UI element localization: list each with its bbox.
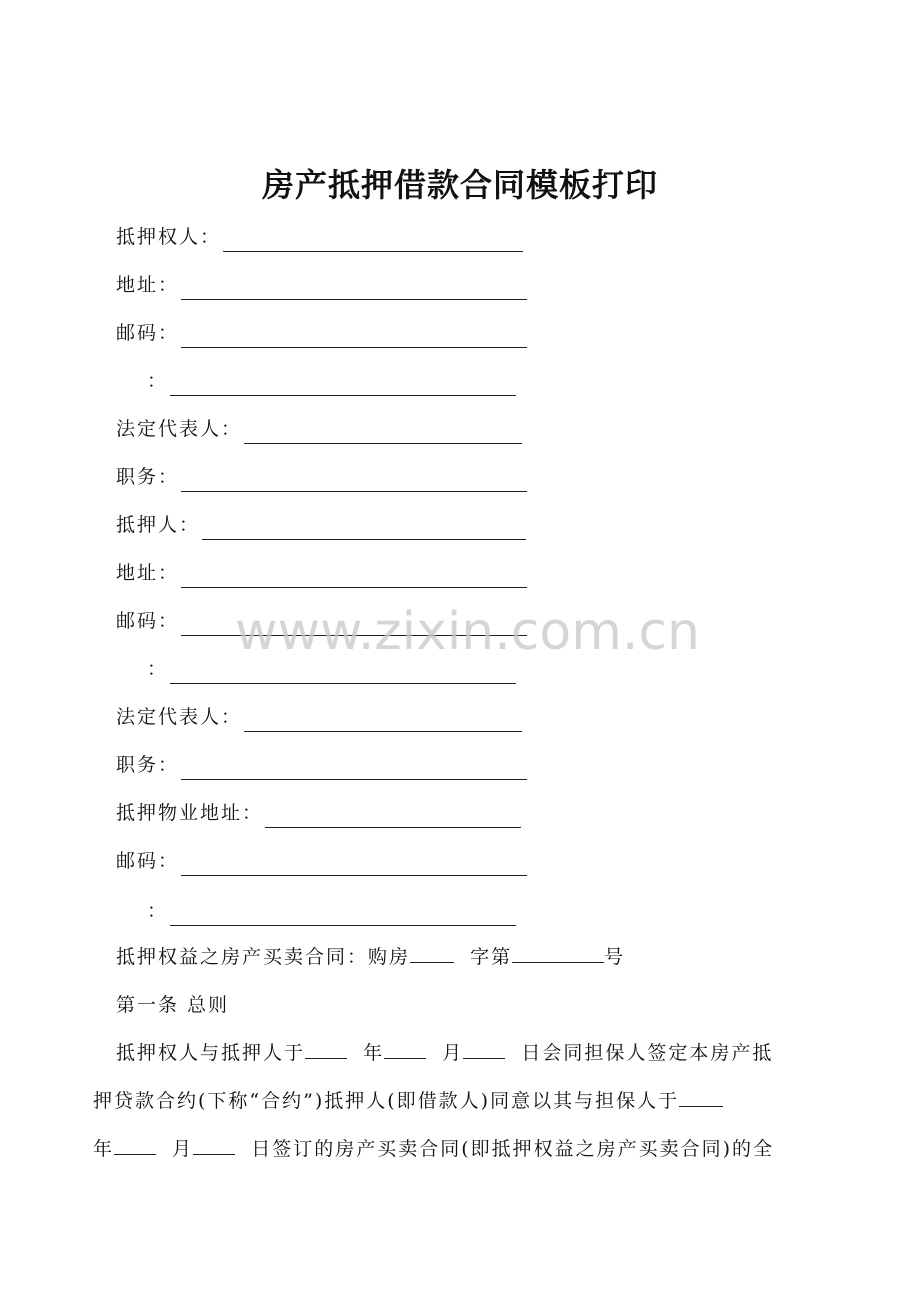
blank-line: [181, 325, 527, 348]
contract-line-suffix: 号: [604, 946, 626, 968]
blank-line: [410, 942, 454, 963]
field-label: 职务：: [116, 754, 180, 776]
paragraph-text: 押贷款合约(下称“合约”)抵押人(即借款人)同意以其与担保人于: [93, 1090, 680, 1112]
field-label: ：: [147, 900, 169, 922]
blank-line: [384, 1038, 426, 1059]
field-legal-representative: [116, 410, 522, 444]
paragraph-text: 年: [363, 1042, 385, 1064]
blank-line: [181, 565, 527, 588]
field-label: 法定代表人：: [116, 418, 243, 440]
blank-line: [181, 613, 527, 636]
blank-line: [463, 1038, 505, 1059]
blank-line: [193, 1134, 235, 1155]
document-title: 房产抵押借款合同模板打印: [261, 166, 658, 204]
blank-line: [170, 373, 516, 396]
blank-line: [170, 903, 516, 926]
field-unlabeled: [147, 892, 516, 926]
field-mortgagee: [116, 218, 523, 252]
field-postcode: [116, 602, 527, 636]
paragraph-text: 年: [93, 1138, 115, 1160]
field-label: 邮码：: [116, 850, 180, 872]
field-position: [116, 458, 527, 492]
paragraph-line-2: [93, 1084, 723, 1118]
blank-line: [265, 805, 521, 828]
blank-line: [244, 421, 522, 444]
contract-number-line: [116, 940, 625, 974]
paragraph-text: 日签订的房产买卖合同(即抵押权益之房产买卖合同)的全: [251, 1138, 775, 1160]
field-label: 职务：: [116, 466, 180, 488]
blank-line: [223, 229, 523, 252]
field-unlabeled: [147, 362, 516, 396]
blank-line: [512, 942, 604, 963]
field-label: 抵押权人：: [116, 226, 222, 248]
paragraph-line-3: [93, 1132, 774, 1166]
field-legal-representative: [116, 698, 522, 732]
field-property-address: [116, 794, 521, 828]
paragraph-text: 日会同担保人签定本房产抵: [521, 1042, 774, 1064]
paragraph-text: 抵押权人与抵押人于: [116, 1042, 306, 1064]
paragraph-line-1: [116, 1036, 773, 1070]
blank-line: [114, 1134, 156, 1155]
contract-line-middle: 字第: [470, 946, 513, 968]
field-mortgagor: [116, 506, 526, 540]
blank-line: [244, 709, 522, 732]
field-label: 邮码：: [116, 610, 180, 632]
field-label: 邮码：: [116, 322, 180, 344]
field-address: [116, 554, 527, 588]
field-unlabeled: [147, 650, 516, 684]
field-label: ：: [147, 658, 169, 680]
field-postcode: [116, 842, 527, 876]
watermark: www.zixin.com.cn: [235, 602, 700, 662]
field-label: 抵押人：: [116, 514, 201, 536]
blank-line: [181, 277, 527, 300]
field-address: [116, 266, 527, 300]
blank-line: [679, 1086, 723, 1107]
field-label: 法定代表人：: [116, 706, 243, 728]
contract-line-prefix: 抵押权益之房产买卖合同：购房: [116, 946, 411, 968]
field-label: 地址：: [116, 274, 180, 296]
paragraph-text: 月: [172, 1138, 194, 1160]
blank-line: [202, 517, 526, 540]
field-postcode: [116, 314, 527, 348]
blank-line: [170, 661, 516, 684]
blank-line: [181, 757, 527, 780]
field-label: 地址：: [116, 562, 180, 584]
blank-line: [305, 1038, 347, 1059]
section-heading: 第一条 总则: [116, 994, 230, 1016]
blank-line: [181, 853, 527, 876]
paragraph-text: 月: [442, 1042, 464, 1064]
field-label: ：: [147, 370, 169, 392]
field-label: 抵押物业地址：: [116, 802, 264, 824]
field-position: [116, 746, 527, 780]
blank-line: [181, 469, 527, 492]
